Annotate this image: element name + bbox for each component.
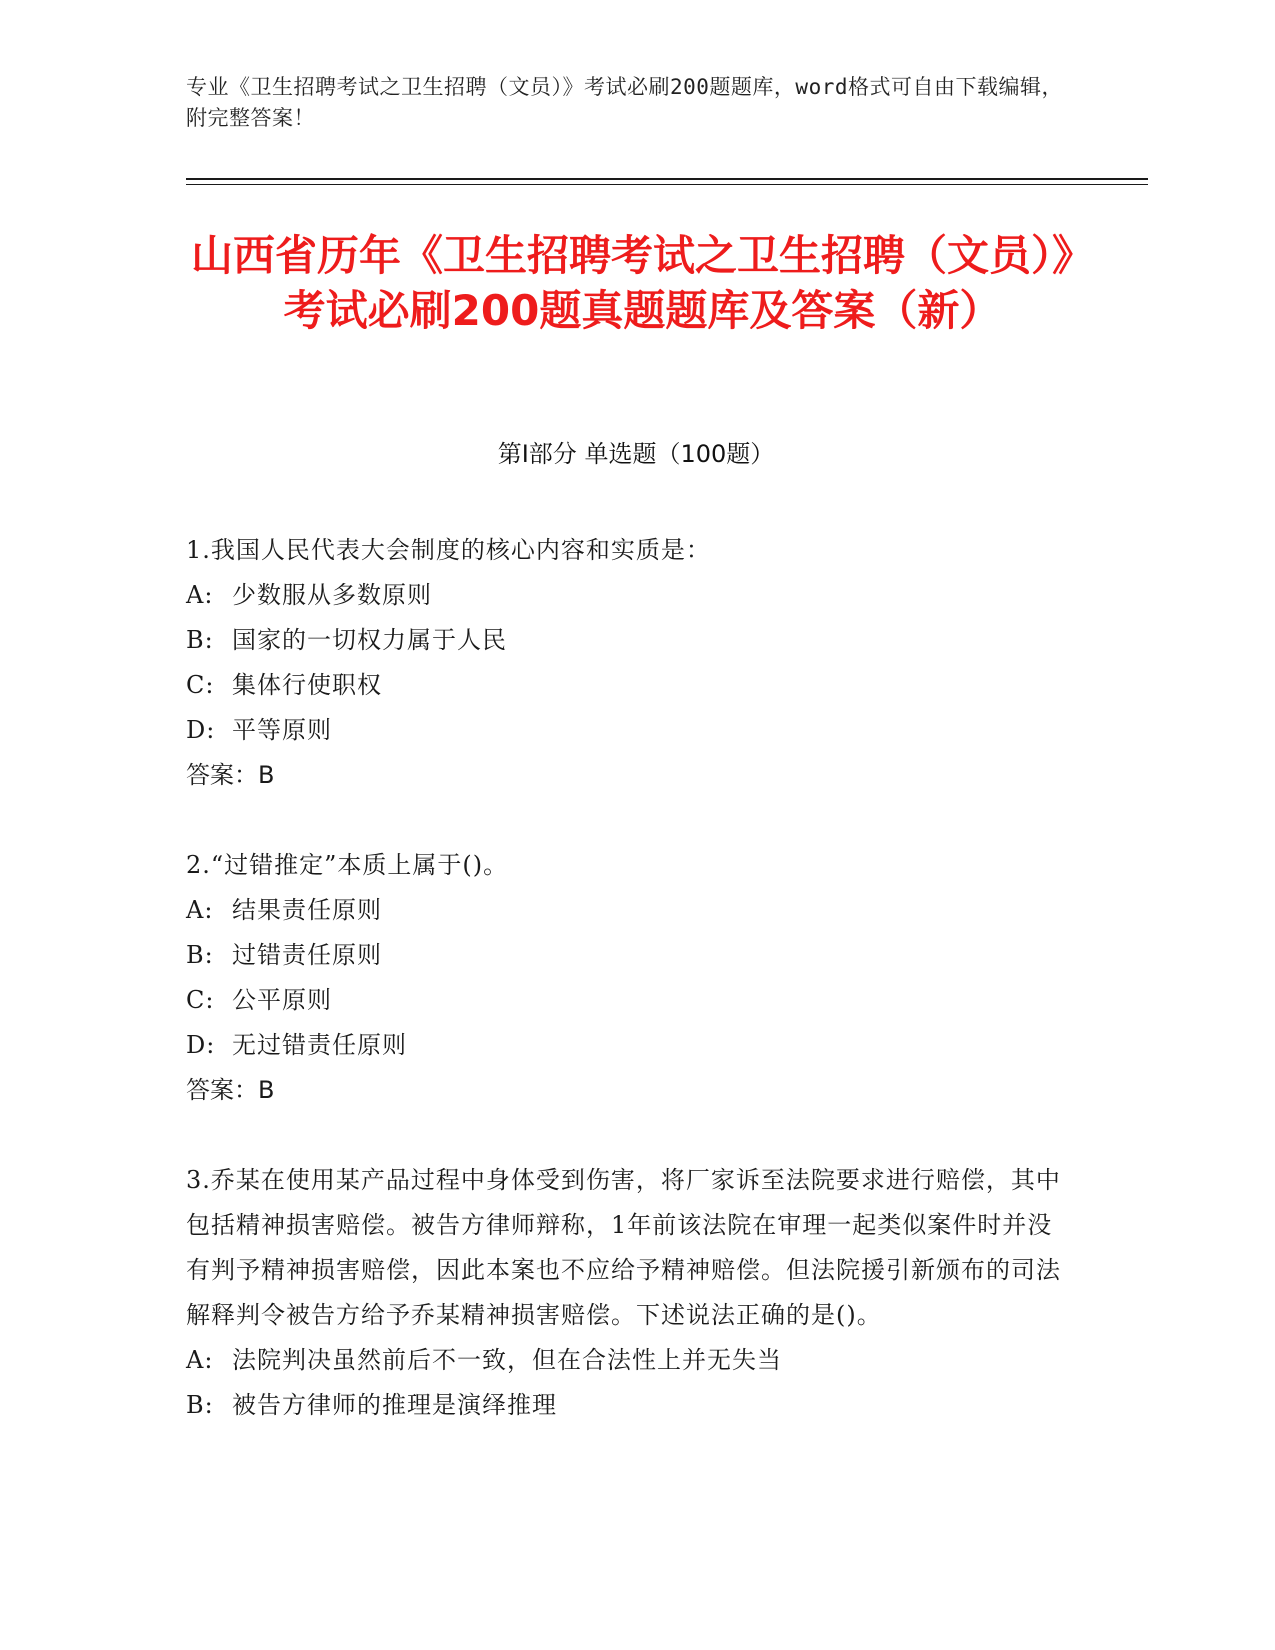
option-text: 过错责任原则 — [232, 941, 382, 969]
header-note: 专业《卫生招聘考试之卫生招聘（文员）》考试必刷200题题库，word格式可自由下载编辑，附完整答案！ — [186, 75, 1063, 130]
section-title: 第I部分 单选题（100题） — [497, 440, 775, 468]
option-a — [186, 573, 1076, 618]
option-label: A: — [186, 896, 214, 924]
option-text: 被告方律师的推理是演绎推理 — [232, 1391, 557, 1419]
question-2 — [186, 843, 1076, 1113]
option-a — [186, 1338, 1076, 1383]
header-rule-thick — [186, 178, 1148, 180]
question-3 — [186, 1158, 1076, 1428]
option-c — [186, 978, 1076, 1023]
question-list — [186, 528, 1076, 1473]
option-d — [186, 1023, 1076, 1068]
option-text: 平等原则 — [232, 716, 332, 744]
option-b — [186, 618, 1076, 663]
option-text: 国家的一切权力属于人民 — [232, 626, 507, 654]
option-label: A: — [186, 1346, 214, 1374]
question-1 — [186, 528, 1076, 798]
option-d — [186, 708, 1076, 753]
question-stem: 3.乔某在使用某产品过程中身体受到伤害，将厂家诉至法院要求进行赔偿，其中包括精神损害赔偿。被告方律师辩称，1年前该法院在审理一起类似案件时并没有判予精神损害赔偿，因此本案也不应给予精神赔偿。但法院援引新颁布的司法解释判令被告方给予乔某精神损害赔偿。下述说法正确的是()。 — [186, 1166, 1061, 1329]
option-c — [186, 663, 1076, 708]
option-text: 无过错责任原则 — [232, 1031, 407, 1059]
option-text: 法院判决虽然前后不一致，但在合法性上并无失当 — [232, 1346, 782, 1374]
question-stem: 1.我国人民代表大会制度的核心内容和实质是： — [186, 536, 711, 564]
answer-line: 答案：B — [186, 1076, 275, 1104]
option-label: B: — [186, 1391, 214, 1419]
option-b — [186, 1383, 1076, 1428]
option-label: B: — [186, 941, 214, 969]
option-text: 公平原则 — [232, 986, 332, 1014]
option-label: D: — [186, 1031, 216, 1059]
option-label: C: — [186, 671, 215, 699]
option-label: D: — [186, 716, 216, 744]
answer-line: 答案：B — [186, 761, 275, 789]
option-text: 少数服从多数原则 — [232, 581, 432, 609]
option-text: 结果责任原则 — [232, 896, 382, 924]
option-text: 集体行使职权 — [232, 671, 382, 699]
question-stem: 2.“过错推定”本质上属于()。 — [186, 851, 509, 879]
option-label: A: — [186, 581, 214, 609]
header-rule-thin — [186, 184, 1148, 185]
option-a — [186, 888, 1076, 933]
option-b — [186, 933, 1076, 978]
document-title: 山西省历年《卫生招聘考试之卫生招聘（文员）》考试必刷200题真题题库及答案（新） — [190, 231, 1094, 335]
option-label: B: — [186, 626, 214, 654]
option-label: C: — [186, 986, 215, 1014]
